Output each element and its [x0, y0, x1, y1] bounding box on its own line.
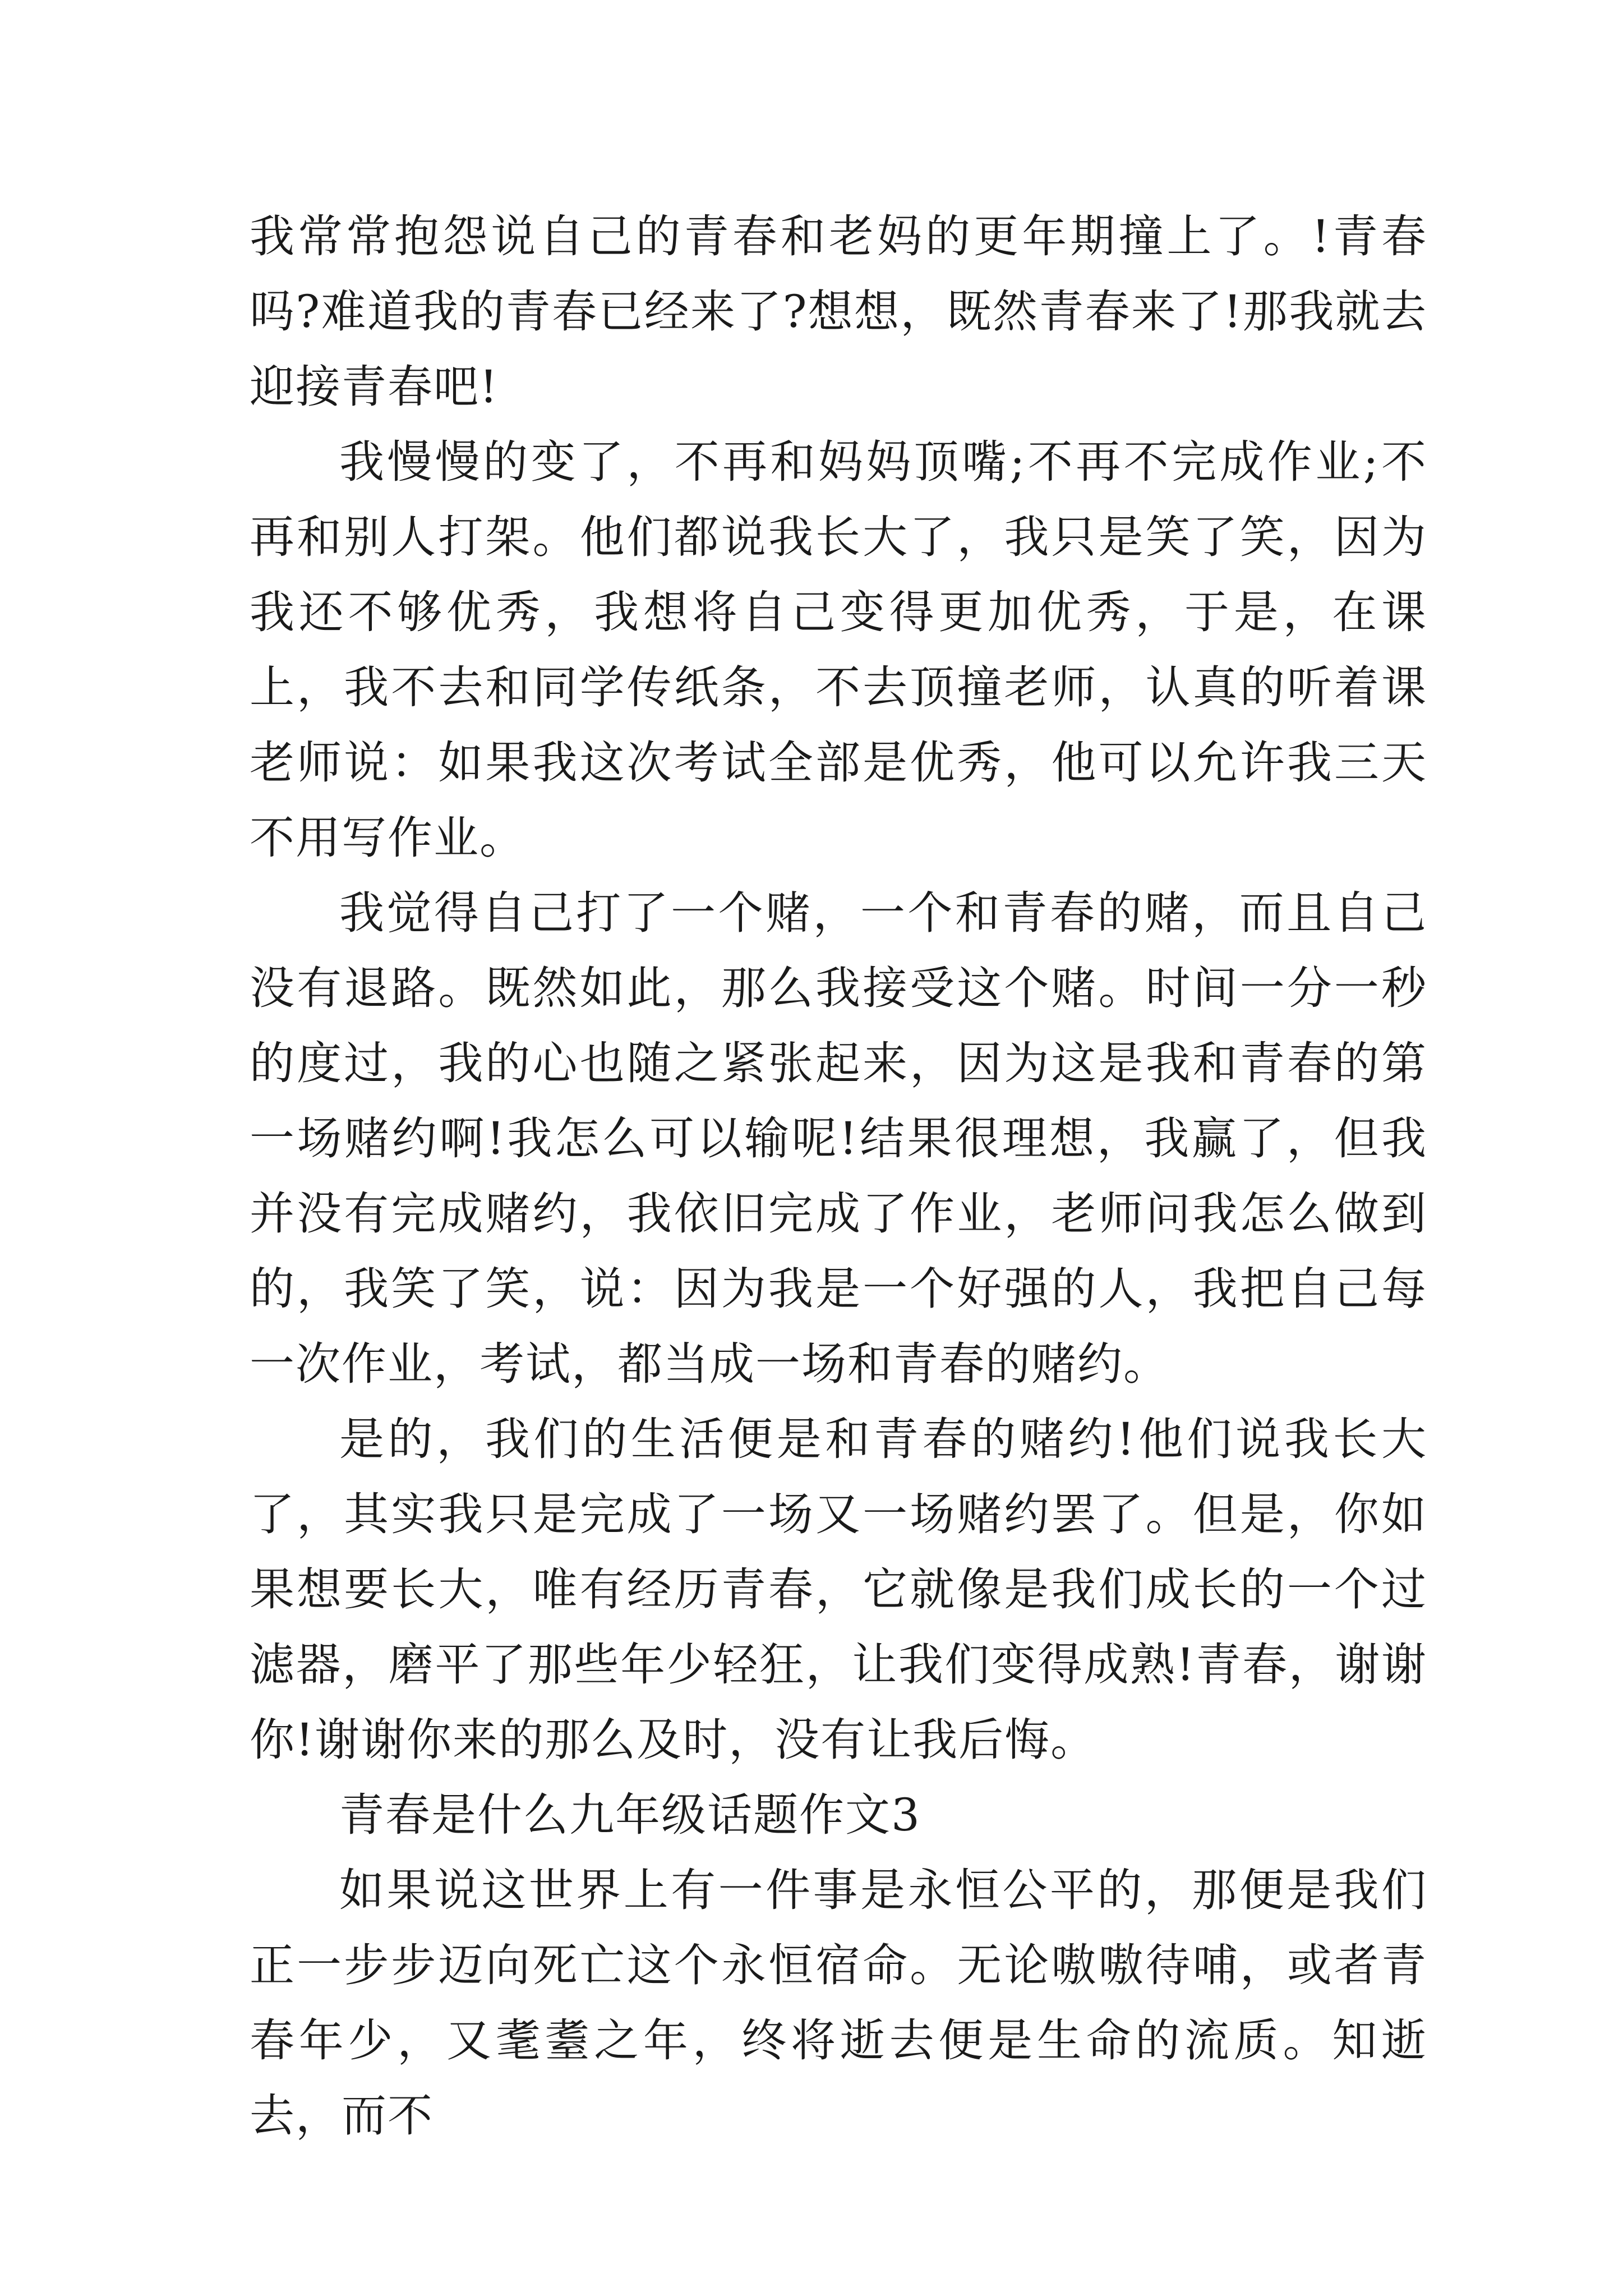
paragraph-1: 我常常抱怨说自己的青春和老妈的更年期撞上了。!青春吗?难道我的青春已经来了?想想，既然青春来了!那我就去迎接青春吧!: [250, 210, 1427, 413]
paragraph-3: 我觉得自己打了一个赌，一个和青春的赌，而且自己没有退路。既然如此，那么我接受这个赌。时间一分一秒的度过，我的心也随之紧张起来，因为这是我和青春的第一场赌约啊!我怎么可以输呢!结果很理想，我赢了，但我并没有完成赌约，我依旧完成了作业，老师问我怎么做到的，我笑了笑，说：因为我是一个好强的人，我把自己每一次作业，考试，都当成一场和青春的赌约。: [250, 887, 1427, 1390]
paragraph-4: 是的，我们的生活便是和青春的赌约!他们说我长大了，其实我只是完成了一场又一场赌约罢了。但是，你如果想要长大，唯有经历青春，它就像是我们成长的一个过滤器，磨平了那些年少轻狂，让我们变得成熟!青春，谢谢你!谢谢你来的那么及时，没有让我后悔。: [250, 1413, 1427, 1766]
paragraph-5: 如果说这世界上有一件事是永恒公平的，那便是我们正一步步迈向死亡这个永恒宿命。无论嗷嗷待哺，或者青春年少，又耄耋之年，终将逝去便是生命的流质。知逝去，而不: [250, 1864, 1427, 2142]
section-title: 青春是什么九年级话题作文3: [339, 1789, 921, 1841]
paragraph-2: 我慢慢的变了，不再和妈妈顶嘴;不再不完成作业;不再和别人打架。他们都说我长大了，我只是笑了笑，因为我还不够优秀，我想将自己变得更加优秀，于是，在课上，我不去和同学传纸条，不去顶撞老师，认真的听着课老师说：如果我这次考试全部是优秀，他可以允许我三天不用写作业。: [250, 436, 1427, 864]
document-body: [250, 199, 1427, 2154]
